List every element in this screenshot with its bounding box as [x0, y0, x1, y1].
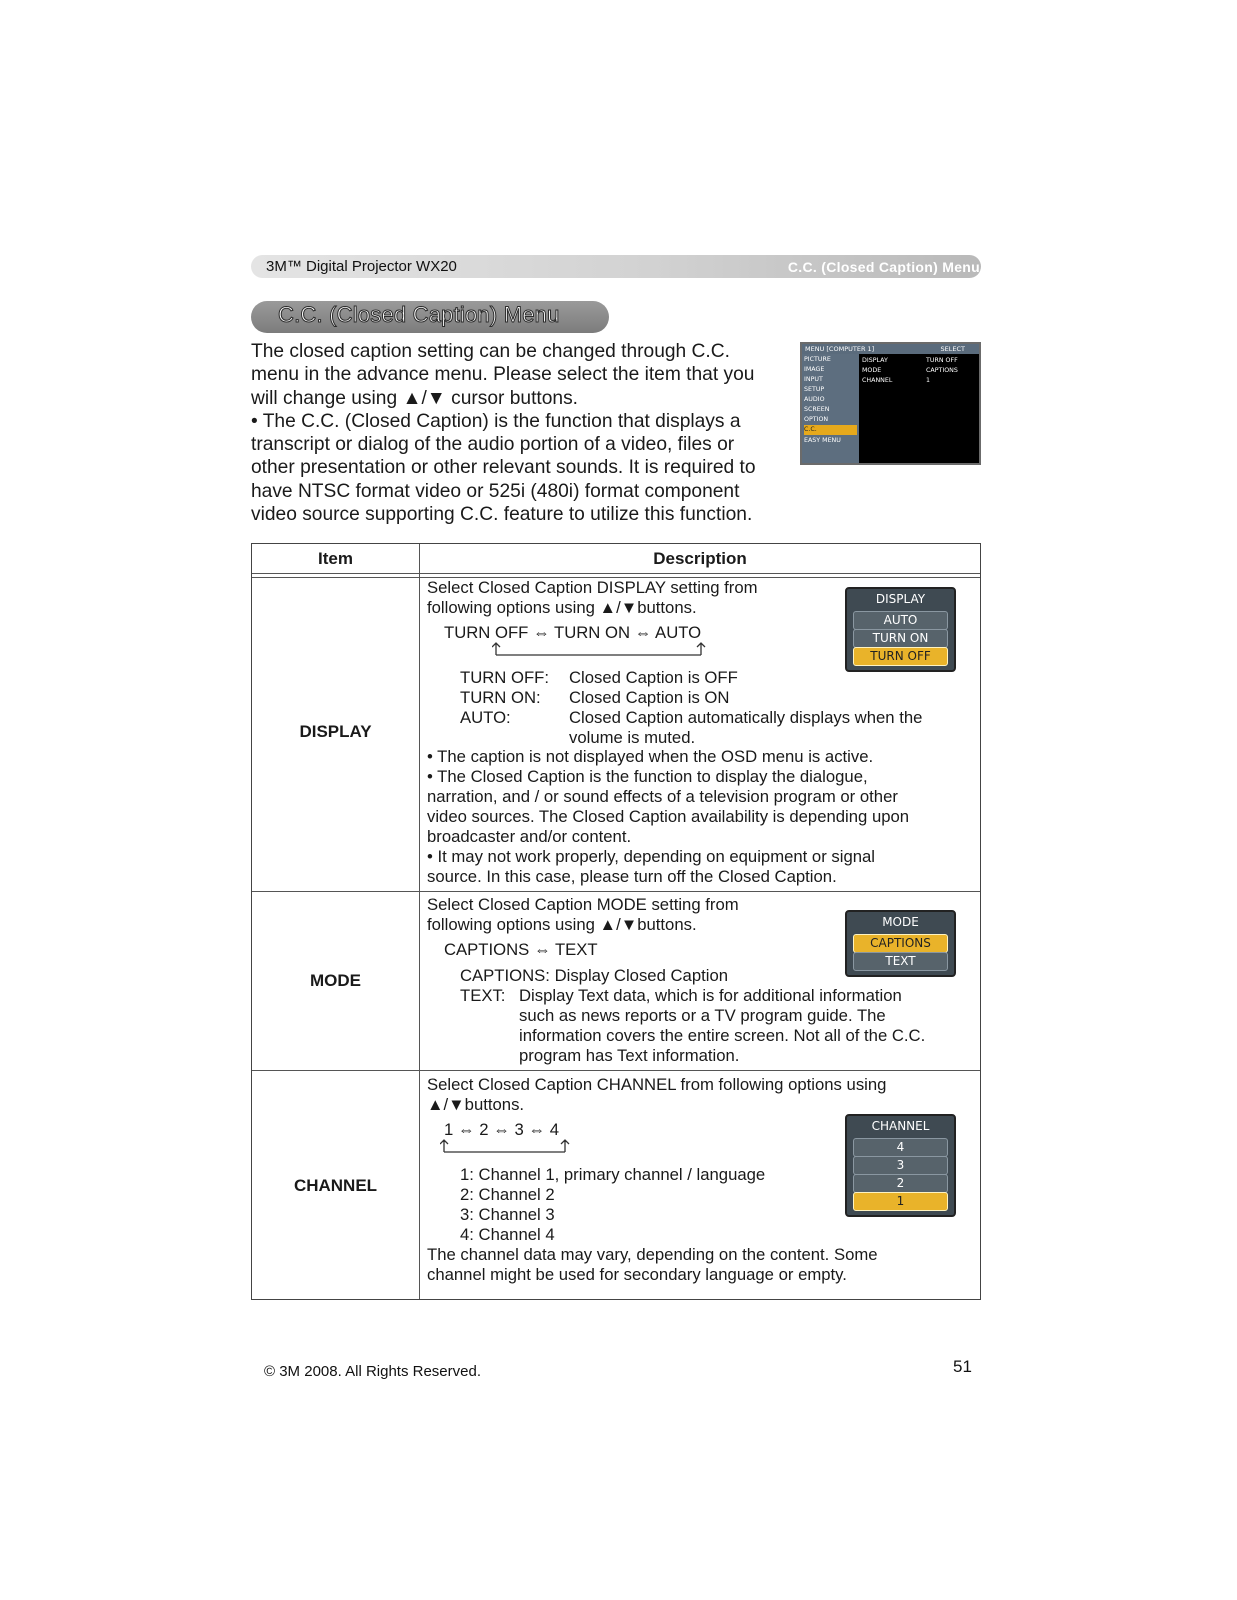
header-divider: [252, 573, 980, 574]
osd-menu-item-selected: C.C.: [804, 425, 857, 435]
cc-settings-table: [251, 543, 981, 1300]
option-text: Closed Caption is ON: [569, 688, 730, 707]
option-box-item: AUTO: [853, 611, 948, 630]
option-label: TURN OFF:: [460, 668, 549, 687]
column-divider: [419, 544, 420, 1299]
osd-menu-item: AUDIO: [804, 396, 825, 403]
osd-menu-item: SETUP: [804, 386, 825, 393]
option-box-item: 4: [853, 1138, 948, 1157]
row-divider: [252, 1070, 980, 1071]
cycle-return-arrow: [492, 642, 707, 658]
column-header-item: Item: [318, 549, 353, 568]
option-box-title: CHANNEL: [871, 1119, 930, 1133]
note-line: video sources. The Closed Caption availability is depending upon: [427, 807, 910, 826]
intro-line: have NTSC format video or 525i (480i) format component: [251, 480, 740, 502]
intro-line: • The C.C. (Closed Caption) is the function that displays a: [251, 410, 741, 432]
column-header-description: Description: [653, 549, 747, 568]
option-text: volume is muted.: [569, 728, 696, 747]
option-text: 3: Channel 3: [460, 1205, 555, 1224]
desc-line: Select Closed Caption CHANNEL from following options using: [427, 1075, 887, 1094]
row-name-mode: MODE: [310, 971, 361, 990]
osd-value: 1: [926, 377, 931, 384]
note-line: • The caption is not displayed when the OSD menu is active.: [427, 747, 874, 766]
option-box-item: 2: [853, 1174, 948, 1193]
osd-value: CAPTIONS: [926, 367, 958, 374]
option-text: Closed Caption is OFF: [569, 668, 738, 687]
row-divider: [252, 891, 980, 892]
channel-option-box: [845, 1114, 956, 1217]
page-title: C.C. (Closed Caption) Menu: [278, 302, 560, 327]
intro-line: transcript or dialog of the audio portion of a video, files or: [251, 434, 735, 456]
osd-menu-screenshot: [800, 342, 981, 465]
header-section: C.C. (Closed Caption) Menu: [787, 259, 980, 275]
note-line: broadcaster and/or content.: [427, 827, 632, 846]
osd-setting: DISPLAY: [862, 357, 888, 364]
display-cycle: TURN OFF ⇔ TURN ON ⇔ AUTO: [444, 623, 702, 642]
row-name-display: DISPLAY: [299, 722, 372, 741]
option-text: 1: Channel 1, primary channel / language: [460, 1165, 766, 1184]
note-line: narration, and / or sound effects of a television program or other: [427, 787, 898, 806]
osd-menu-list: [802, 354, 859, 463]
note-line: channel might be used for secondary language or empty.: [427, 1265, 847, 1284]
intro-line: The closed caption setting can be changed through C.C.: [251, 341, 730, 362]
osd-menu-item: SCREEN: [804, 406, 830, 413]
osd-menu-item: PICTURE: [804, 356, 831, 363]
option-text: Closed Caption automatically displays when the: [569, 708, 923, 727]
osd-setting: CHANNEL: [862, 377, 893, 384]
osd-menu-item: IMAGE: [804, 366, 825, 373]
mode-cycle: CAPTIONS ⇔ TEXT: [444, 940, 598, 959]
cycle-return-arrow: [440, 1139, 570, 1155]
osd-menu-item: OPTION: [804, 416, 829, 423]
desc-line: Select Closed Caption MODE setting from: [427, 895, 739, 914]
note-line: The channel data may vary, depending on the content. Some: [427, 1245, 878, 1264]
option-label: AUTO:: [460, 708, 511, 727]
option-box-item-selected: TURN OFF: [853, 647, 948, 666]
intro-line: menu in the advance menu. Please select the item that you: [251, 364, 755, 386]
mode-option-box: [845, 910, 956, 977]
option-text: 4: Channel 4: [460, 1225, 555, 1244]
intro-line: video source supporting C.C. feature to utilize this function.: [251, 504, 753, 526]
option-text: information covers the entire screen. Not all of the C.C.: [519, 1026, 926, 1045]
intro-line: other presentation or other relevant sounds. It is required to: [251, 457, 756, 479]
page-number: 51: [953, 1357, 972, 1376]
option-text: Display Text data, which is for additional information: [519, 986, 902, 1005]
channel-cycle: 1 ⇔ 2 ⇔ 3 ⇔ 4: [444, 1120, 560, 1139]
option-text: 2: Channel 2: [460, 1185, 555, 1204]
desc-line: ▲/▼buttons.: [427, 1095, 525, 1114]
option-box-item-selected: CAPTIONS: [853, 934, 948, 953]
option-box-item-selected: 1: [853, 1192, 948, 1211]
osd-value: TURN OFF: [926, 357, 958, 364]
option-captions: CAPTIONS: Display Closed Caption: [460, 966, 729, 985]
note-line: • The Closed Caption is the function to display the dialogue,: [427, 767, 868, 786]
osd-menu-item: EASY MENU: [804, 437, 841, 444]
osd-top-bar: MENU [COMPUTER 1]: [802, 344, 979, 354]
intro-text: [251, 340, 789, 526]
option-box-item: TURN ON: [853, 629, 948, 648]
option-box-item: 3: [853, 1156, 948, 1175]
osd-menu-item: INPUT: [804, 376, 823, 383]
option-text: program has Text information.: [519, 1046, 740, 1065]
option-box-title: DISPLAY: [875, 592, 926, 606]
osd-setting: MODE: [862, 367, 882, 374]
osd-select-label: SELECT: [940, 345, 965, 353]
option-label: TEXT:: [460, 986, 506, 1005]
option-box-title: MODE: [882, 915, 919, 929]
intro-line: will change using ▲/▼ cursor buttons.: [251, 387, 579, 409]
desc-line: following options using ▲/▼buttons.: [427, 598, 697, 617]
desc-line: Select Closed Caption DISPLAY setting from: [427, 578, 758, 597]
footer-copyright: © 3M 2008. All Rights Reserved.: [264, 1363, 481, 1380]
note-line: • It may not work properly, depending on equipment or signal: [427, 847, 876, 866]
option-label: TURN ON:: [460, 688, 541, 707]
header-product: 3M™ Digital Projector WX20: [266, 258, 457, 275]
note-line: source. In this case, please turn off the Closed Caption.: [427, 867, 837, 886]
row-name-channel: CHANNEL: [293, 1176, 378, 1195]
desc-line: following options using ▲/▼buttons.: [427, 915, 697, 934]
option-text: such as news reports or a TV program guide. The: [519, 1006, 886, 1025]
option-box-item: TEXT: [853, 952, 948, 971]
display-option-box: [845, 587, 956, 672]
